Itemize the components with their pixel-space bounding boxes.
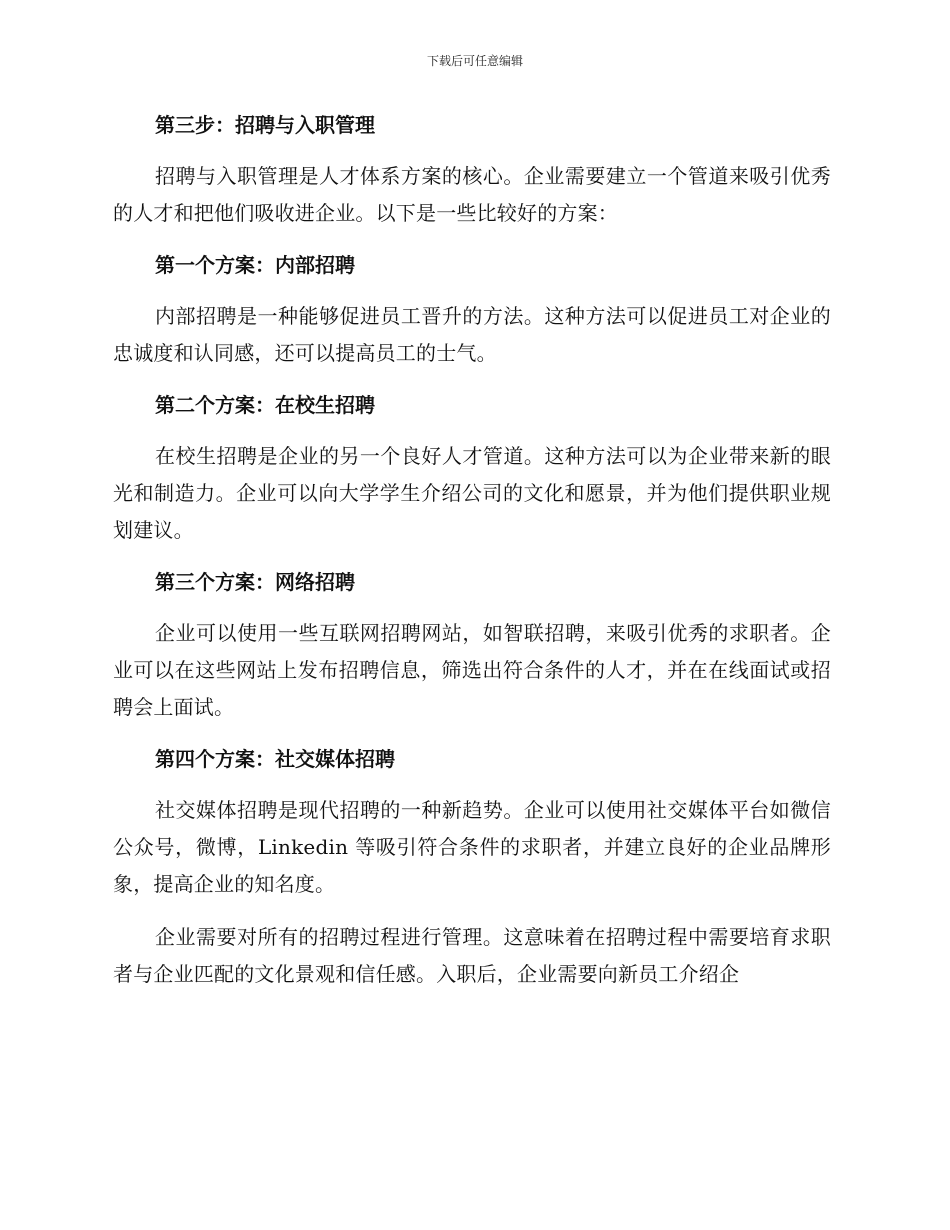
paragraph-online-recruitment: 企业可以使用一些互联网招聘网站，如智联招聘，来吸引优秀的求职者。企业可以在这些网站上发布招聘信息，筛选出符合条件的人才，并在在线面试或招聘会上面试。 xyxy=(113,621,831,719)
paragraph-intro: 招聘与入职管理是人才体系方案的核心。企业需要建立一个管道来吸引优秀的人才和把他们吸收进企业。以下是一些比较好的方案： xyxy=(113,164,831,225)
section-heading-online-recruitment: 第三个方案：网络招聘 xyxy=(155,570,355,594)
paragraph-campus-recruitment: 在校生招聘是企业的另一个良好人才管道。这种方法可以为企业带来新的眼光和制造力。企业可以向大学学生介绍公司的文化和愿景，并为他们提供职业规划建议。 xyxy=(113,444,831,542)
section-heading-internal-recruitment: 第一个方案：内部招聘 xyxy=(155,253,355,277)
page-header: 下载后可任意编辑 xyxy=(426,54,523,68)
paragraph-social-media-recruitment: 社交媒体招聘是现代招聘的一种新趋势。企业可以使用社交媒体平台如微信公众号，微博，Linkedin 等吸引符合条件的求职者，并建立良好的企业品牌形象，提高企业的知名度。 xyxy=(113,798,831,896)
paragraph-recruitment-management: 企业需要对所有的招聘过程进行管理。这意味着在招聘过程中需要培育求职者与企业匹配的文化景观和信任感。入职后，企业需要向新员工介绍企 xyxy=(113,925,831,986)
section-heading-social-media-recruitment: 第四个方案：社交媒体招聘 xyxy=(155,747,395,771)
document-body xyxy=(113,108,831,1009)
paragraph-internal-recruitment: 内部招聘是一种能够促进员工晋升的方法。这种方法可以促进员工对企业的忠诚度和认同感，还可以提高员工的士气。 xyxy=(113,304,831,365)
section-heading-campus-recruitment: 第二个方案：在校生招聘 xyxy=(155,393,375,417)
section-heading-step-three: 第三步：招聘与入职管理 xyxy=(155,113,375,137)
